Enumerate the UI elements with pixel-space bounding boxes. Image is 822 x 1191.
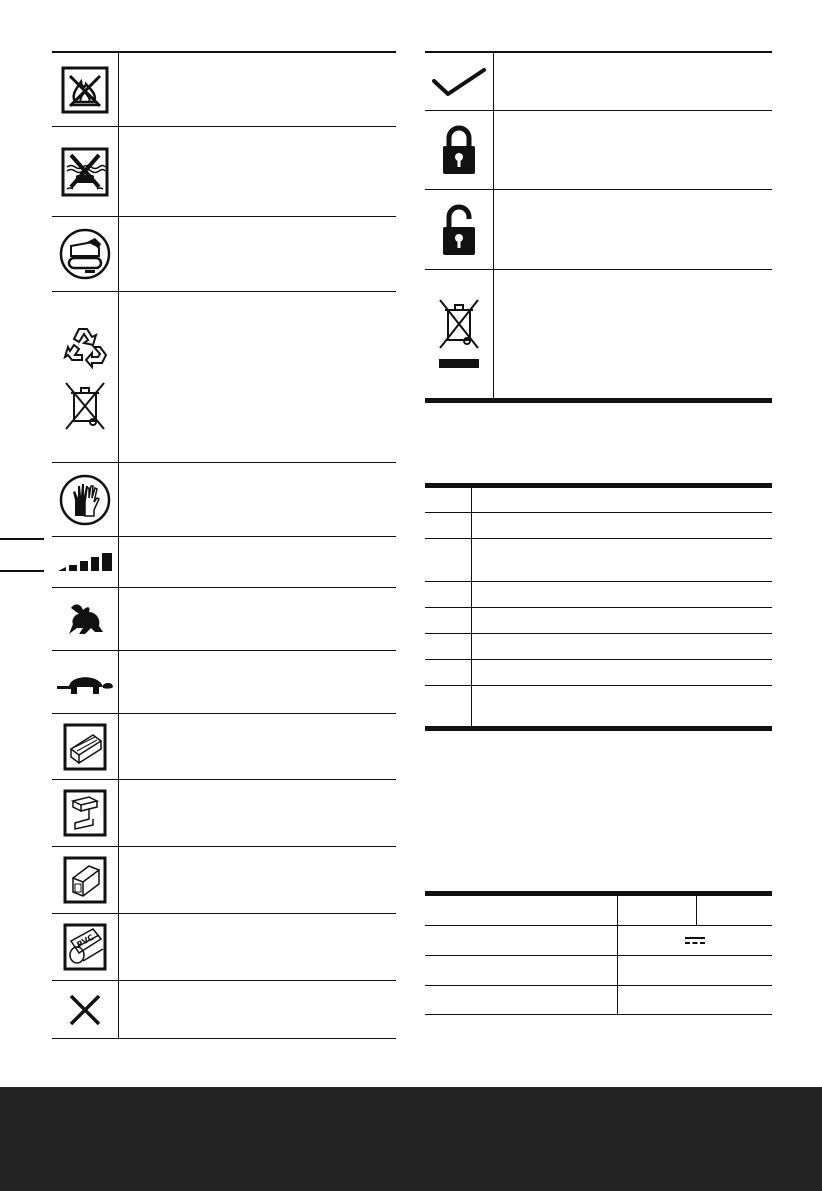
side-tab-mark-top xyxy=(0,538,44,540)
symbol-row xyxy=(425,270,772,403)
symbol-row xyxy=(52,714,396,780)
symbol-row xyxy=(52,914,396,981)
no-bin-icon xyxy=(62,381,108,431)
recycle-icon xyxy=(60,323,110,369)
symbol-row xyxy=(52,463,396,537)
turtle-slow-icon xyxy=(52,651,119,713)
metal-profile-icon xyxy=(52,780,119,846)
table-row xyxy=(425,513,772,539)
symbol-row xyxy=(425,111,772,190)
component-list-table xyxy=(425,483,772,731)
technical-data-table xyxy=(425,891,772,1015)
symbol-row xyxy=(52,53,396,127)
weee-bin-icon xyxy=(425,270,494,398)
no-fire-icon xyxy=(52,53,119,126)
lock-closed-icon xyxy=(425,111,494,189)
table-row xyxy=(425,634,772,660)
table-row xyxy=(425,539,772,582)
table-row xyxy=(425,660,772,686)
right-symbol-table xyxy=(425,51,772,403)
recycle-and-no-bin-icon xyxy=(52,292,119,462)
symbol-row xyxy=(425,53,772,111)
symbol-row xyxy=(52,292,396,463)
table-row xyxy=(425,956,772,986)
speed-levels-icon xyxy=(52,537,119,587)
symbol-row xyxy=(52,537,396,588)
table-row xyxy=(425,986,772,1014)
lock-open-icon xyxy=(425,190,494,269)
pvc-pipe-icon xyxy=(52,914,119,980)
symbol-row xyxy=(52,588,396,651)
table-row xyxy=(425,608,772,634)
dc-voltage-symbol-icon xyxy=(618,926,772,955)
checkmark-icon xyxy=(425,53,494,110)
svg-text:PVC: PVC xyxy=(75,932,96,950)
symbol-row xyxy=(52,847,396,914)
battery-removal-icon xyxy=(52,217,119,291)
symbol-row xyxy=(52,651,396,714)
symbol-row xyxy=(425,190,772,270)
rabbit-fast-icon xyxy=(52,588,119,650)
no-water-immersion-icon xyxy=(52,127,119,216)
symbol-row xyxy=(52,127,396,217)
table-row xyxy=(425,488,772,513)
wood-icon xyxy=(52,714,119,779)
cross-icon xyxy=(52,981,119,1038)
gloves-icon xyxy=(52,463,119,536)
side-tab-mark-bottom xyxy=(0,570,44,572)
footer-band xyxy=(0,1087,822,1191)
symbol-row xyxy=(52,217,396,292)
table-row xyxy=(425,686,772,726)
symbol-row xyxy=(52,981,396,1039)
left-symbol-table xyxy=(52,51,396,1039)
table-row xyxy=(425,582,772,608)
table-row xyxy=(425,896,772,926)
symbol-row xyxy=(52,780,396,847)
square-tube-icon xyxy=(52,847,119,913)
table-row xyxy=(425,926,772,956)
